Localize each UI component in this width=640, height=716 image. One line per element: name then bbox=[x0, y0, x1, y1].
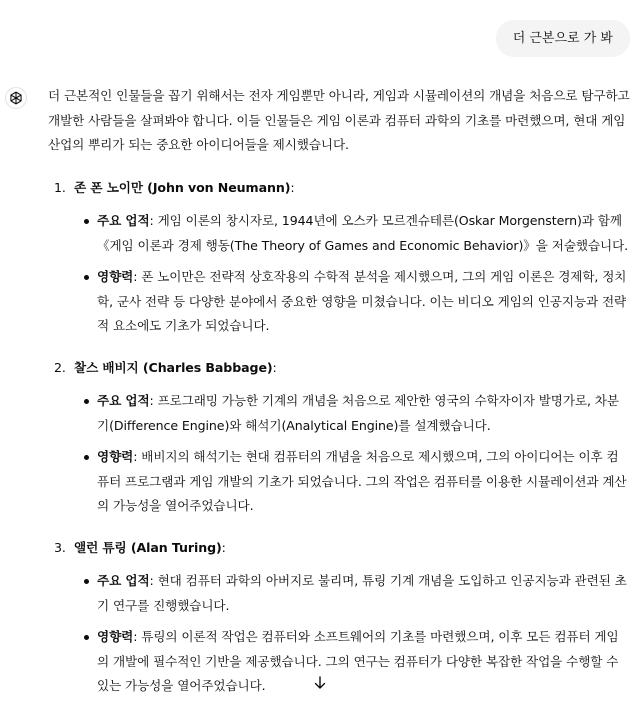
user-message-text: 더 근본으로 가 봐 bbox=[512, 31, 613, 46]
section-heading bbox=[48, 536, 630, 561]
bullet-label: 주요 업적 bbox=[97, 573, 150, 588]
section-title: 찰스 배비지 (Charles Babbage) bbox=[74, 359, 273, 375]
bullet-item bbox=[48, 265, 630, 339]
section-number: 3. bbox=[54, 539, 66, 555]
list-item bbox=[48, 356, 630, 519]
bullet-list bbox=[48, 569, 630, 699]
bullet-label: 영향력 bbox=[97, 629, 134, 644]
bullet-text: : 게임 이론의 창시자로, 1944년에 오스카 모르겐슈테른(Oskar Morgenstern)과 함께 《게임 이론과 경제 행동(The Theory of Games and Economic Behavior)》을 저술했습니다. bbox=[97, 213, 629, 253]
section-heading bbox=[48, 176, 630, 201]
bullet-text: : 현대 컴퓨터 과학의 아버지로 불리며, 튜링 기계 개념을 도입하고 인공지능과 관련된 초기 연구를 진행했습니다. bbox=[97, 573, 627, 613]
section-colon: : bbox=[290, 179, 295, 195]
bullet-item bbox=[48, 569, 630, 618]
assistant-avatar bbox=[5, 87, 27, 109]
arrow-down-icon[interactable] bbox=[313, 676, 327, 692]
bullet-label: 주요 업적 bbox=[97, 213, 150, 228]
list-item bbox=[48, 176, 630, 339]
user-message-bubble bbox=[496, 20, 630, 57]
section-colon: : bbox=[272, 359, 277, 375]
bullet-text: : 폰 노이만은 전략적 상호작용의 수학적 분석을 제시했으며, 그의 게임 이론은 경제학, 정치학, 군사 전략 등 다양한 분야에서 중요한 영향을 미쳤습니다. 이는 비디오 게임의 인공지능과 전략적 요소에도 기초가 되었습니다. bbox=[97, 269, 627, 333]
bullet-label: 영향력 bbox=[97, 269, 134, 284]
bullet-list bbox=[48, 389, 630, 519]
section-heading bbox=[48, 356, 630, 381]
openai-logo-icon bbox=[8, 90, 24, 106]
assistant-message bbox=[48, 84, 630, 716]
list-item bbox=[48, 536, 630, 699]
bullet-item bbox=[48, 445, 630, 519]
section-title: 앨런 튜링 (Alan Turing) bbox=[74, 539, 222, 555]
bullet-item bbox=[48, 625, 630, 699]
bullet-text: : 튜링의 이론적 작업은 컴퓨터와 소프트웨어의 기초를 마련했으며, 이후 모든 컴퓨터 게임의 개발에 필수적인 기반을 제공했습니다. 그의 연구는 컴퓨터가 다양한 복잡한 작업을 수행할 수 있는 가능성을 열어주었습니다. bbox=[97, 629, 619, 693]
bullet-text: : 프로그래밍 가능한 기계의 개념을 처음으로 제안한 영국의 수학자이자 발명가로, 차분기(Difference Engine)와 해석기(Analytical Engine)를 설계했습니다. bbox=[97, 393, 619, 433]
section-colon: : bbox=[221, 539, 226, 555]
bullet-text: : 배비지의 해석기는 현대 컴퓨터의 개념을 처음으로 제시했으며, 그의 아이디어는 이후 컴퓨터 프로그램과 게임 개발의 기초가 되었습니다. 그의 작업은 컴퓨터를 이용한 시뮬레이션과 계산의 가능성을 열어주었습니다. bbox=[97, 449, 627, 513]
bullet-item bbox=[48, 389, 630, 438]
intro-paragraph: 더 근본적인 인물들을 꼽기 위해서는 전자 게임뿐만 아니라, 게임과 시뮬레이션의 개념을 처음으로 탐구하고 개발한 사람들을 살펴봐야 합니다. 이들 인물들은 게임 이론과 컴퓨터 과학의 기초를 마련했으며, 현대 게임 산업의 뿌리가 되는 중요한 아이디어들을 제시했습니다. bbox=[48, 88, 630, 152]
section-title: 존 폰 노이만 (John von Neumann) bbox=[74, 179, 291, 195]
section-number: 1. bbox=[54, 179, 66, 195]
arrow-down-icon-glyph bbox=[314, 676, 326, 690]
bullet-label: 영향력 bbox=[97, 449, 134, 464]
bullet-item bbox=[48, 209, 630, 258]
figures-list bbox=[48, 176, 630, 699]
bullet-list bbox=[48, 209, 630, 339]
bullet-label: 주요 업적 bbox=[97, 393, 150, 408]
section-number: 2. bbox=[54, 359, 66, 375]
